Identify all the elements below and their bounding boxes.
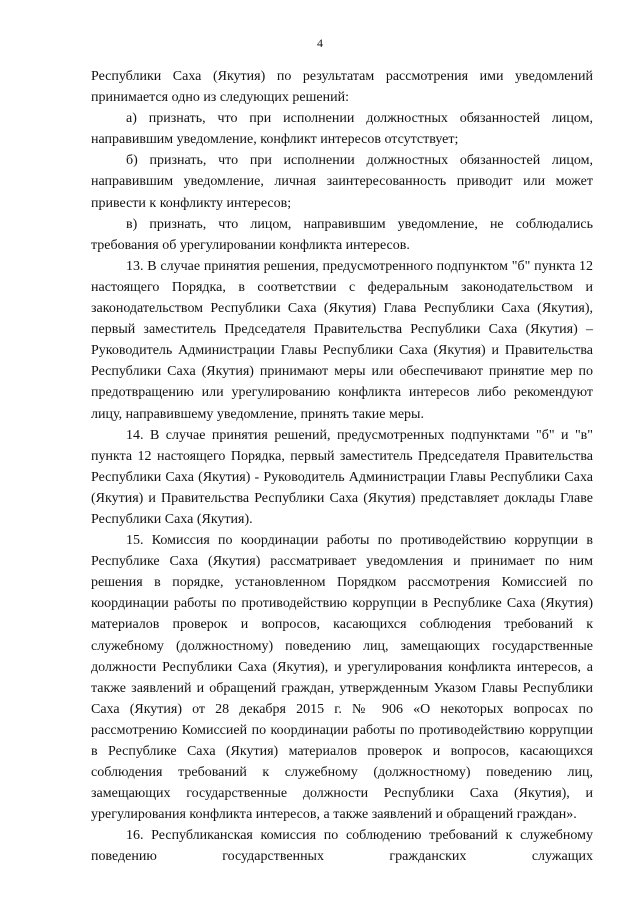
paragraph-decision-intro: Республики Саха (Якутия) по результатам рассмотрения ими уведомлений принимается одно из следующих решений: (91, 69, 593, 106)
paragraph-decision-b: б) признать, что при исполнении должностных обязанностей лицом, направившим уведомление, личная заинтересованность приводит или может привести к конфликту интересов; (91, 153, 593, 211)
document-body (91, 66, 593, 868)
paragraph-item-14: 14. В случае принятия решений, предусмотренных подпунктами "б" и "в" пункта 12 настоящего Порядка, первый заместитель Председателя Правительства Республики Саха (Якутия) - Руководитель Администрации Главы Республики Саха (Якутия) и Правительства Республики Саха (Якутия) представляет доклады Главе Республики Саха (Якутия). (91, 427, 593, 527)
paragraph-decision-a: а) признать, что при исполнении должностных обязанностей лицом, направившим уведомление, конфликт интересов отсутствует; (91, 111, 593, 148)
page-number: 4 (317, 36, 323, 50)
paragraph-item-15: 15. Комиссия по координации работы по противодействию коррупции в Республике Саха (Якутия) рассматривает уведомления и принимает по ним решения в порядке, установленном Порядком рассмотрения Комиссией по координации работы по противодействию коррупции в Республике Саха (Якутия) материалов проверок и вопросов, касающихся соблюдения требований к служебному (должностному) поведению лиц, замещающих государственные должности Республики Саха (Якутия), и урегулирования конфликта интересов, а также заявлений и обращений граждан, утвержденным Указом Главы Республики Саха (Якутия) от 28 декабря 2015 г. № 906 «О некоторых вопросах по рассмотрению Комиссией по координации работы по противодействию коррупции в Республике Саха (Якутия) материалов проверок и вопросов, касающихся соблюдения требований к служебному (должностному) поведению лиц, замещающих государственные должности Республики Саха (Якутия), и урегулирования конфликта интересов, а также заявлений и обращений граждан». (91, 533, 593, 823)
paragraph-decision-c: в) признать, что лицом, направившим уведомление, не соблюдались требования об урегулировании конфликта интересов. (91, 216, 593, 253)
paragraph-item-16: 16. Республиканская комиссия по соблюдению требований к служебному поведению государственных гражданских служащих (91, 828, 593, 865)
paragraph-item-13: 13. В случае принятия решения, предусмотренного подпунктом "б" пункта 12 настоящего Порядка, в соответствии с федеральным законодательством и законодательством Республики Саха (Якутия) Глава Республики Саха (Якутия), первый заместитель Председателя Правительства Республики Саха (Якутия) – Руководитель Администрации Главы Республики Саха (Якутия) и Правительства Республики Саха (Якутия) принимают меры или обеспечивают принятие мер по предотвращению или урегулированию конфликта интересов либо рекомендуют лицу, направившему уведомление, принять такие меры. (91, 258, 593, 422)
